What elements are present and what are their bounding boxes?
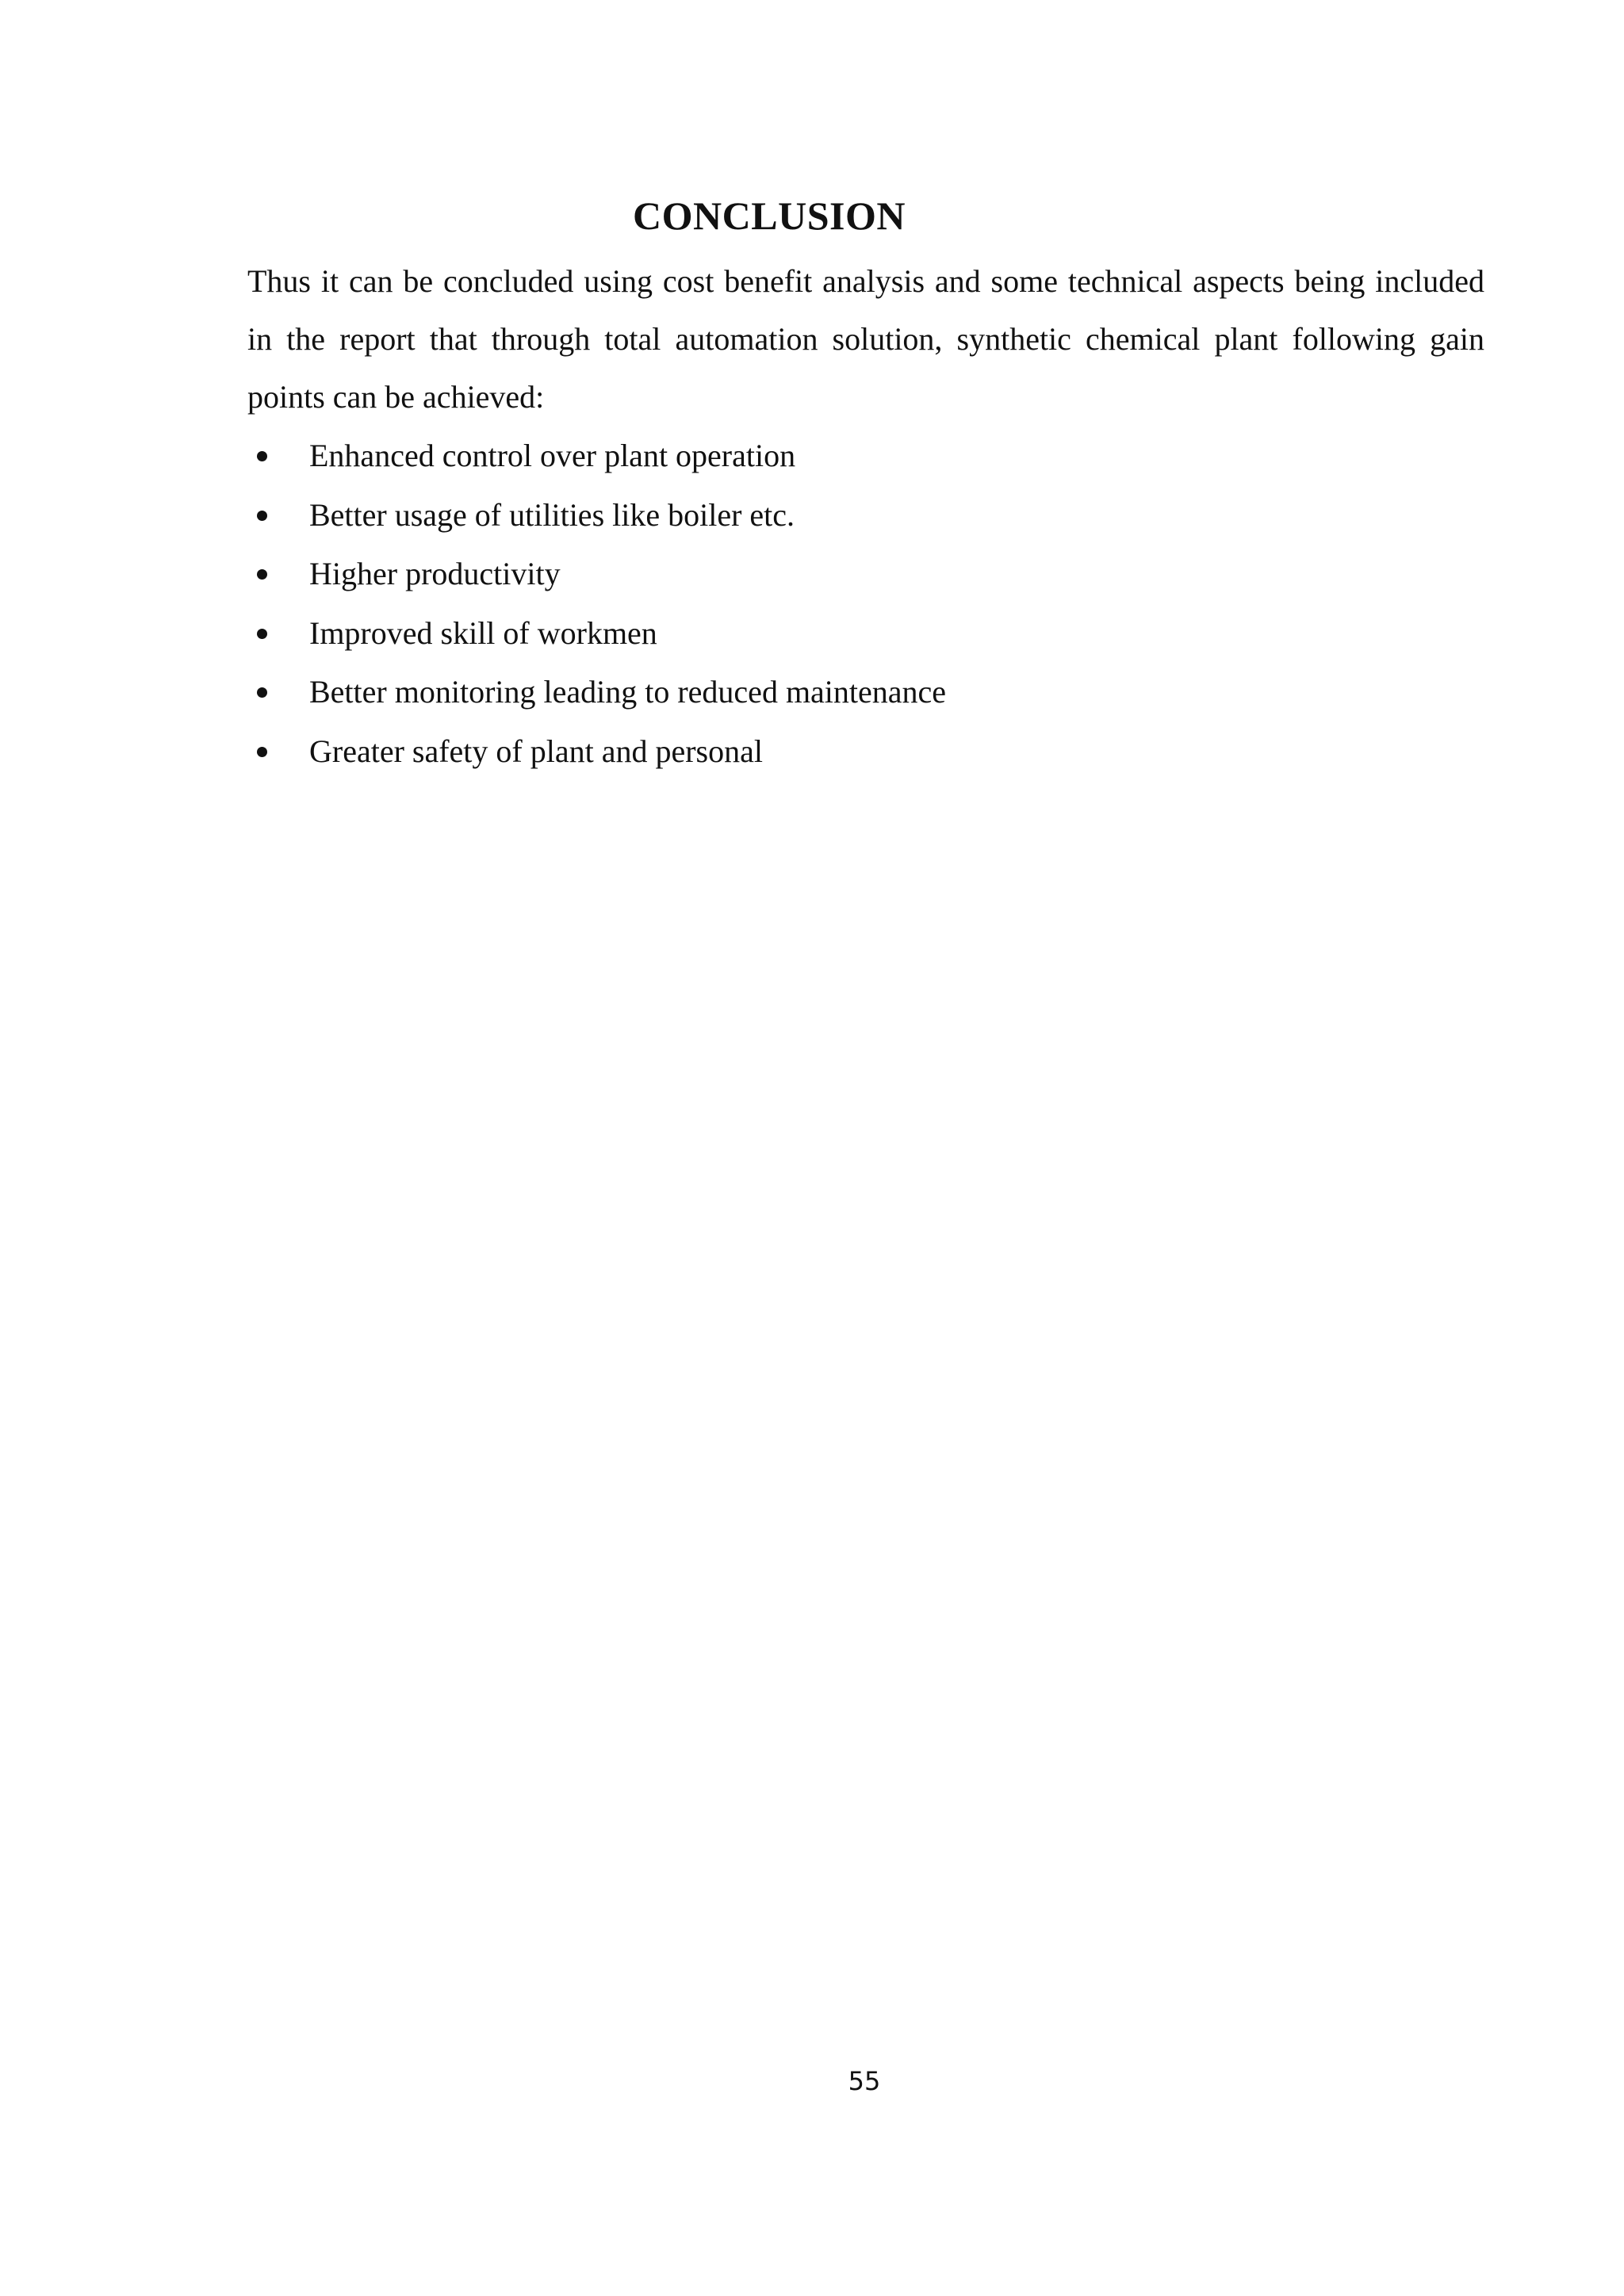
page-title: CONCLUSION — [633, 193, 906, 238]
conclusion-paragraph: Thus it can be concluded using cost benefit analysis and some technical aspects being included in the report that through total automation solution, synthetic chemical plant following gain points can be achieved: — [247, 263, 1484, 415]
bullet-icon — [257, 451, 267, 461]
list-item-text: Better monitoring leading to reduced maintenance — [309, 674, 947, 710]
gain-points-list — [247, 427, 1484, 781]
bullet-icon — [257, 687, 267, 698]
list-item — [247, 545, 1484, 604]
bullet-icon — [257, 629, 267, 639]
bullet-icon — [257, 511, 267, 521]
list-item — [247, 663, 1484, 722]
list-item — [247, 427, 1484, 486]
list-item-text: Improved skill of workmen — [309, 614, 657, 651]
list-item — [247, 722, 1484, 782]
list-item-text: Better usage of utilities like boiler etc. — [309, 496, 795, 533]
list-item-text: Greater safety of plant and personal — [309, 733, 763, 769]
list-item — [247, 604, 1484, 664]
bullet-icon — [257, 569, 267, 580]
bullet-icon — [257, 747, 267, 757]
list-item-text: Enhanced control over plant operation — [309, 438, 796, 473]
page-number: 55 — [848, 2066, 881, 2096]
list-item-text: Higher productivity — [309, 556, 561, 591]
list-item — [247, 486, 1484, 545]
